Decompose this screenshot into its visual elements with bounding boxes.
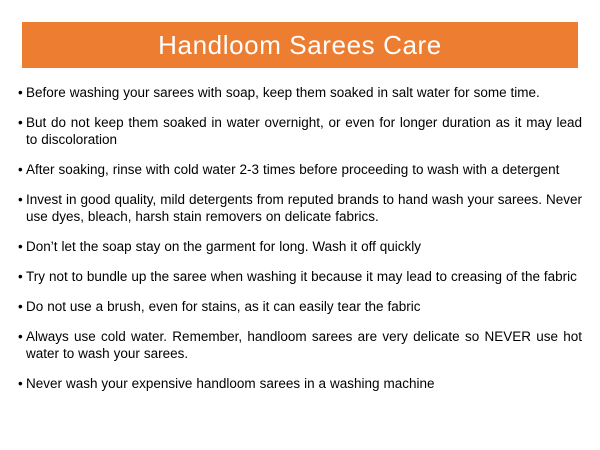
list-item-text: But do not keep them soaked in water overnight, or even for longer duration as it may lead to discoloration [26, 115, 582, 147]
slide-title-bar [22, 22, 578, 68]
list-item [18, 328, 582, 362]
list-item-text: Invest in good quality, mild detergents from reputed brands to hand wash your sarees. Never use dyes, bleach, harsh stain removers on delicate fabrics. [26, 192, 582, 224]
list-item-text: Always use cold water. Remember, handloom sarees are very delicate so NEVER use hot water to wash your sarees. [26, 329, 582, 361]
list-item [18, 238, 582, 255]
list-item-text: Before washing your sarees with soap, keep them soaked in salt water for some time. [26, 85, 540, 100]
bullet-icon: • [18, 162, 23, 177]
care-instructions-list [18, 84, 582, 405]
bullet-icon: • [18, 85, 23, 100]
bullet-icon: • [18, 239, 23, 254]
list-item [18, 191, 582, 225]
list-item-text: Never wash your expensive handloom sarees in a washing machine [26, 376, 435, 391]
list-item [18, 161, 582, 178]
bullet-icon: • [18, 192, 23, 207]
bullet-icon: • [18, 115, 23, 130]
bullet-icon: • [18, 376, 23, 391]
list-item-text: Try not to bundle up the saree when washing it because it may lead to creasing of the fabric [26, 269, 577, 284]
list-item [18, 84, 582, 101]
list-item [18, 114, 582, 148]
bullet-icon: • [18, 299, 23, 314]
list-item [18, 298, 582, 315]
list-item-text: After soaking, rinse with cold water 2-3 times before proceeding to wash with a detergent [26, 162, 560, 177]
bullet-icon: • [18, 269, 23, 284]
bullet-icon: • [18, 329, 23, 344]
list-item [18, 268, 582, 285]
page-title: Handloom Sarees Care [158, 30, 442, 60]
list-item-text: Don’t let the soap stay on the garment for long. Wash it off quickly [26, 239, 422, 254]
list-item-text: Do not use a brush, even for stains, as it can easily tear the fabric [26, 299, 421, 314]
list-item [18, 375, 582, 392]
